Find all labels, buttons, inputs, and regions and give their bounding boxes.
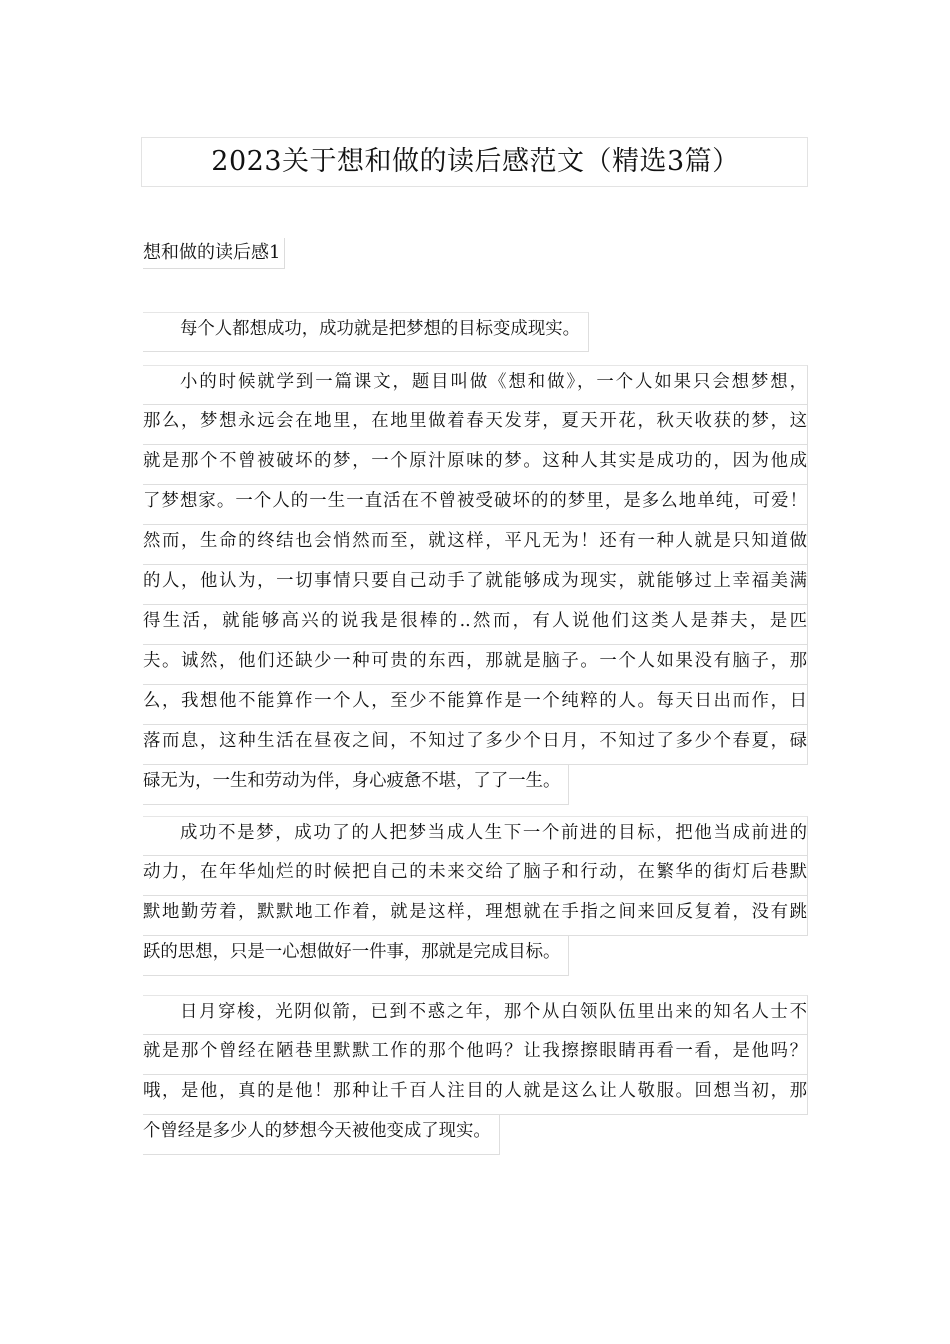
- paragraph-line: 个曾经是多少人的梦想今天被他变成了现实。: [143, 1115, 500, 1155]
- paragraph-line: 然而，生命的终结也会悄然而至，就这样，平凡无为！还有一种人就是只知道做: [143, 525, 808, 565]
- paragraph-2: [143, 365, 808, 809]
- paragraph-line: 哦，是他，真的是他！那种让千百人注目的人就是这么让人敬服。回想当初，那: [143, 1075, 808, 1115]
- paragraph-line: 成功不是梦，成功了的人把梦当成人生下一个前进的目标，把他当成前进的: [143, 816, 808, 856]
- paragraph-1: [143, 312, 808, 356]
- paragraph-line: 小的时候就学到一篇课文，题目叫做《想和做》，一个人如果只会想梦想，: [143, 365, 808, 405]
- paragraph-3: [143, 816, 808, 980]
- document-title: 2023关于想和做的读后感范文（精选3篇）: [211, 146, 740, 177]
- paragraph-line: 么，我想他不能算作一个人，至少不能算作是一个纯粹的人。每天日出而作，日: [143, 685, 808, 725]
- paragraph-line: 就是那个曾经在陋巷里默默工作的那个他吗？让我擦擦眼睛再看一看，是他吗？: [143, 1035, 808, 1075]
- paragraph-line: 默地勤劳着，默默地工作着，就是这样，理想就在手指之间来回反复着，没有跳: [143, 896, 808, 936]
- paragraph-line: 就是那个不曾被破坏的梦，一个原汁原味的梦。这种人其实是成功的，因为他成: [143, 445, 808, 485]
- paragraph-line: 动力，在年华灿烂的时候把自己的未来交给了脑子和行动，在繁华的街灯后巷默: [143, 856, 808, 896]
- paragraph-line: 碌无为，一生和劳动为伴，身心疲惫不堪，了了一生。: [143, 765, 569, 805]
- paragraph-4: [143, 995, 808, 1159]
- paragraph-line: 那么，梦想永远会在地里，在地里做着春天发芽，夏天开花，秋天收获的梦，这: [143, 405, 808, 445]
- paragraph-line: 了梦想家。一个人的一生一直活在不曾被受破坏的的梦里，是多么地单纯，可爱！: [143, 485, 808, 525]
- paragraph-line: 得生活，就能够高兴的说我是很棒的..然而，有人说他们这类人是莽夫，是匹: [143, 605, 808, 645]
- paragraph-line: 每个人都想成功，成功就是把梦想的目标变成现实。: [143, 312, 589, 352]
- title-box: [141, 137, 808, 187]
- section-heading: 想和做的读后感1: [143, 238, 285, 269]
- paragraph-line: 夫。诚然，他们还缺少一种可贵的东西，那就是脑子。一个人如果没有脑子，那: [143, 645, 808, 685]
- paragraph-line: 日月穿梭，光阴似箭，已到不惑之年，那个从白领队伍里出来的知名人士不: [143, 995, 808, 1035]
- paragraph-line: 跃的思想，只是一心想做好一件事，那就是完成目标。: [143, 936, 569, 976]
- paragraph-line: 落而息，这种生活在昼夜之间，不知过了多少个日月，不知过了多少个春夏，碌: [143, 725, 808, 765]
- paragraph-line: 的人，他认为，一切事情只要自己动手了就能够成为现实，就能够过上幸福美满: [143, 565, 808, 605]
